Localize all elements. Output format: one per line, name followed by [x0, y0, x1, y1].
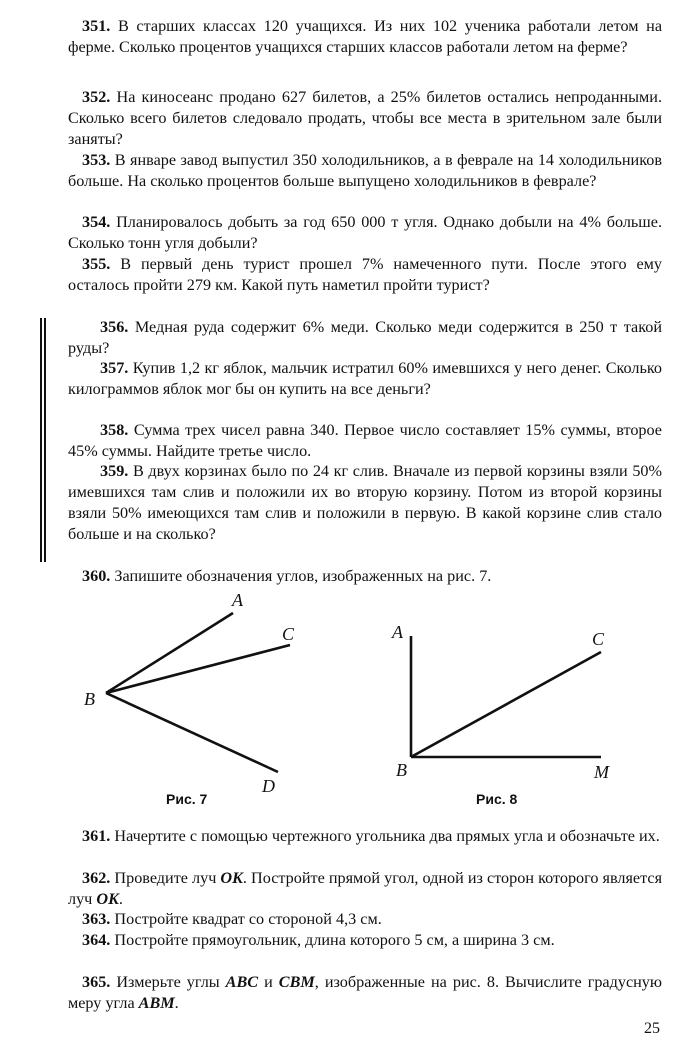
label-b: B — [396, 760, 407, 780]
problem-text: Постройте прямоугольник, длина которого 5 см, а ширина 3 см. — [114, 931, 555, 949]
problem-text: Измерьте углы — [116, 973, 226, 991]
problem-number: 355. — [82, 255, 111, 273]
problem-text: В первый день турист прошел 7% намеченного пути. После этого ему осталось пройти 279 км. Какой путь наметил пройти турист? — [68, 255, 663, 294]
ray-bc — [106, 645, 290, 693]
figure-7-angles — [84, 590, 295, 796]
problem-number: 354. — [82, 213, 111, 231]
label-c: C — [592, 629, 605, 649]
problem-text: На киносеанс продано 627 билетов, а 25% билетов остались непроданными. Сколько всего билетов следовало продать, чтобы все места в зрительном зале были заняты? — [68, 88, 662, 148]
problem-number: 363. — [82, 910, 111, 928]
problem-text: Постройте квадрат со стороной 4,3 см. — [114, 910, 382, 928]
problem-number: 353. — [82, 151, 111, 169]
page-number: 25 — [644, 1020, 660, 1037]
problem-number: 362. — [82, 869, 111, 887]
problem-text: Сумма трех чисел равна 340. Первое число составляет 15% суммы, второе 45% суммы. Найдите третье число. — [68, 421, 662, 460]
problem-364 — [68, 930, 662, 951]
problem-number: 365. — [82, 973, 111, 991]
label-b: B — [84, 689, 95, 709]
angle-label: ABM — [138, 994, 175, 1012]
label-m: M — [594, 762, 609, 782]
problem-text: Проведите луч — [114, 869, 221, 887]
problem-number: 360. — [82, 567, 111, 585]
label-d: D — [262, 776, 275, 796]
problem-number: 361. — [82, 827, 111, 845]
ray-bc — [411, 652, 601, 757]
problem-text: В старших классах 120 учащихся. Из них 102 ученика работали летом на ферме. Сколько процентов учащихся старших классов работали летом на ферме? — [68, 17, 663, 56]
figure-7-caption: Рис. 7 — [166, 791, 208, 807]
problem-number: 352. — [82, 88, 111, 106]
label-a: A — [392, 622, 403, 642]
label-a: A — [232, 590, 243, 610]
problem-number: 359. — [100, 462, 129, 480]
problem-text: В двух корзинах было по 24 кг слив. Вначале из первой корзины взяли 50% имевшихся там слив и положили их во вторую корзину. Потом из второй корзины взяли 50% имеющихся там слив и положили в первую. В какой корзине слив стало больше и на сколько? — [68, 462, 662, 543]
ray-label: OK — [96, 890, 119, 908]
label-c: C — [282, 624, 295, 644]
problem-text: , изображенные на рис. 8. Вычислите градусную меру угла — [68, 973, 662, 1012]
problem-362 — [68, 868, 662, 910]
problem-text: Запишите обозначения углов, изображенных на рис. 7. — [114, 567, 492, 585]
problem-text: . Постройте прямой угол, одной из сторон которого является луч — [68, 869, 663, 908]
ray-ba — [106, 613, 233, 693]
problem-text: . — [174, 994, 179, 1012]
problem-text: Купив 1,2 кг яблок, мальчик истратил 60% имевшихся у него денег. Сколько килограммов яблок мог бы он купить на все деньги? — [68, 359, 663, 398]
problem-number: 357. — [100, 359, 129, 377]
problem-text: Медная руда содержит 6% меди. Сколько меди содержится в 250 т такой руды? — [68, 318, 662, 357]
problem-text: . — [118, 890, 123, 908]
problem-text: Начертите с помощью чертежного угольника два прямых угла и обозначьте их. — [114, 827, 660, 845]
problem-number: 358. — [100, 421, 129, 439]
problem-361 — [68, 826, 662, 847]
problem-number: 351. — [82, 17, 111, 35]
figure-8-angles — [391, 622, 610, 782]
problem-number: 364. — [82, 931, 111, 949]
ray-bd — [106, 693, 278, 772]
problem-text: В январе завод выпустил 350 холодильников, а в феврале на 14 холодильников больше. На сколько процентов больше выпущено холодильников в феврале? — [68, 151, 662, 190]
ray-label: OK — [220, 869, 243, 887]
problem-text: и — [258, 973, 279, 991]
problem-text: Планировалось добыть за год 650 000 т угля. Однако добыли на 4% больше. Сколько тонн угля добыли? — [68, 213, 663, 252]
problem-363 — [68, 909, 662, 930]
figure-8-caption: Рис. 8 — [476, 791, 518, 807]
angle-label: ABC — [225, 973, 259, 991]
problem-365 — [68, 972, 662, 1014]
problem-number: 356. — [100, 318, 129, 336]
angle-label: CBM — [278, 973, 315, 991]
